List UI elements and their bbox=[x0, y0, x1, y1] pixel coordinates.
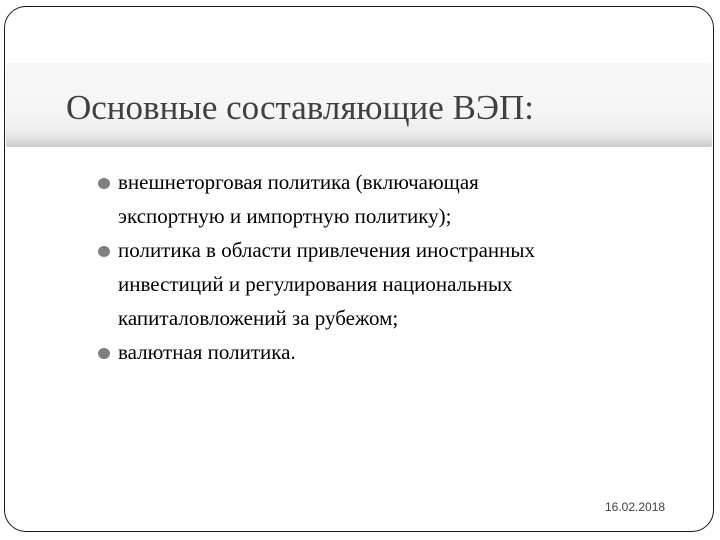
bullet-item bbox=[98, 233, 658, 335]
bullet-text: внешнеторговая политика (включающая экспортную и импортную политику); bbox=[118, 170, 479, 228]
slide-title: Основные составляющие ВЭП: bbox=[66, 88, 534, 127]
bullet-item bbox=[98, 335, 658, 369]
bullet-icon bbox=[98, 348, 110, 359]
bullet-icon bbox=[98, 246, 110, 257]
bullet-icon bbox=[98, 178, 110, 189]
bullet-text: валютная политика. bbox=[118, 340, 296, 364]
bullet-text: политика в области привлечения иностранных инвестиций и регулирования национальных капиталовложений за рубежом; bbox=[118, 238, 535, 330]
footer-date: 16.02.2018 bbox=[605, 500, 666, 514]
bullet-item bbox=[98, 165, 658, 233]
bullet-list bbox=[98, 165, 658, 369]
